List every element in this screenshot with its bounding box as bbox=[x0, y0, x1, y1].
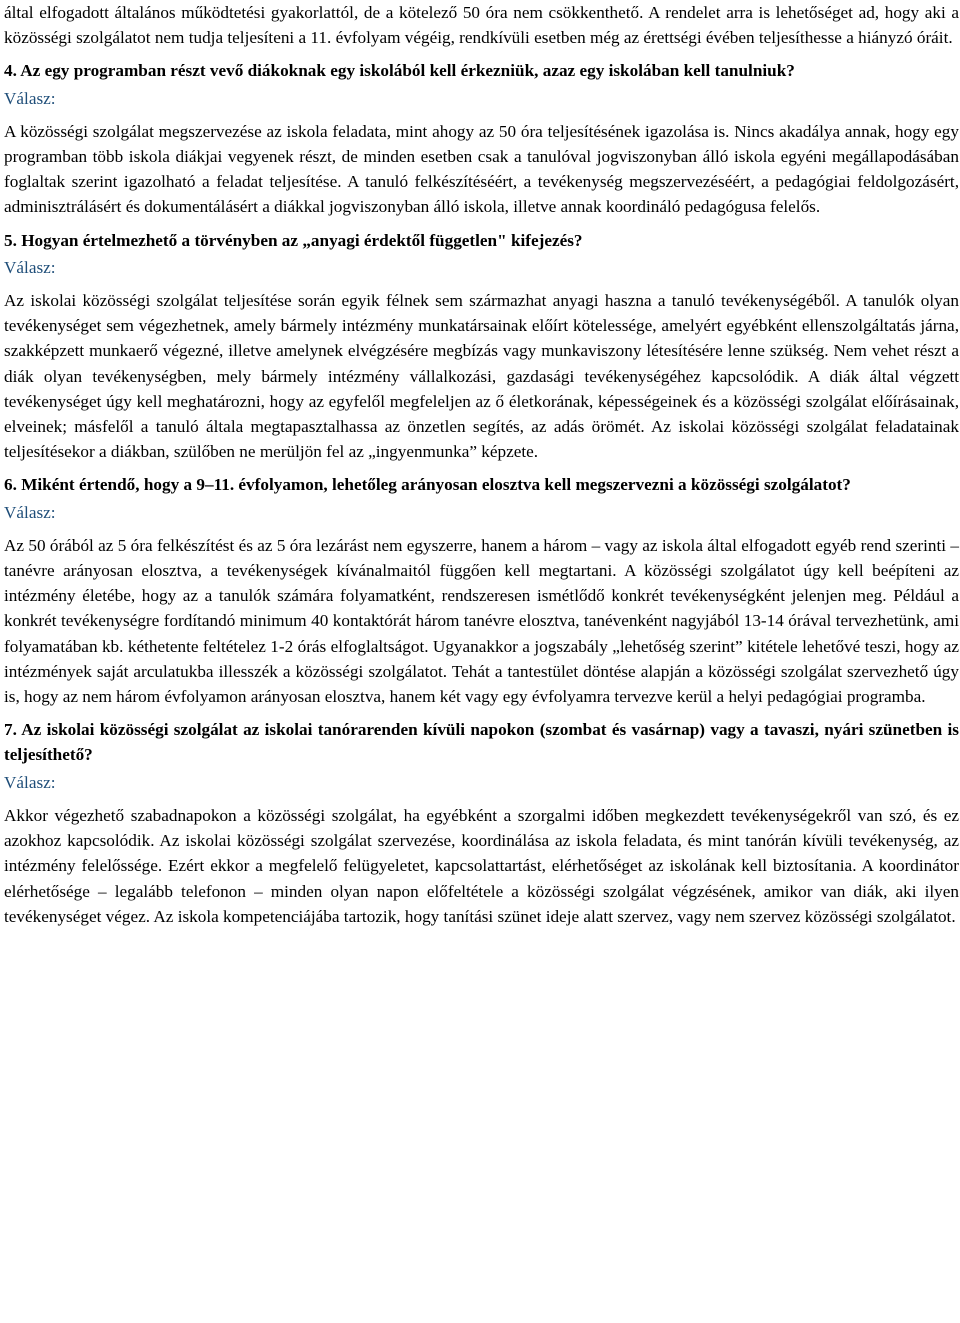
question-5: 5. Hogyan értelmezhető a törvényben az „anyagi érdektől független" kifejezés? bbox=[4, 230, 583, 250]
question-4: 4. Az egy programban részt vevő diákoknak egy iskolából kell érkezniük, azaz egy iskolában kell tanulniuk? bbox=[4, 61, 795, 81]
question-6: 6. Miként értendő, hogy a 9–11. évfolyamon, lehetőleg arányosan elosztva kell megszervezni a közösségi szolgálatot? bbox=[4, 475, 851, 495]
question-7: 7. Az iskolai közösségi szolgálat az iskolai tanórarenden kívüli napokon (szombat és vasárnap) vagy a tavaszi, nyári szünetben is teljesíthető? bbox=[4, 720, 959, 765]
answer-6: Az 50 órából az 5 óra felkészítést és az 5 óra lezárást nem egyszerre, hanem a három – vagy az iskola által elfogadott egyéb rend szerinti – tanévre arányosan elosztva, a tevékenységek kívánalmaitól függően kell megtartani. A közösségi szolgálatot úgy kell beépíteni az intézmény életébe, hogy az a tanulók számára folyamatként, rendszeresen ismétlődő konkrét tevékenységként jelenjen meg. Például a konkrét tevékenységre fordítandó minimum 40 kontaktórát három tanévre elosztva, tanévenként nagyjából 13-14 órával tervezhetünk, ami folyamatában kb. kéthetente feltételez 1-2 órás elfoglaltságot. Ugyanakkor a jogszabály „lehetőség szerint” kitétele lehetővé teszi, hogy az intézmények saját arculatukba illesszék a közösségi szolgálatot. Tehát a tantestület döntése alapján a közösségi szolgálat szervezhető úgy is, hogy az nem három évfolyamon arányosan elosztva, hanem két vagy egy évfolyamra tervezve kerül a helyi pedagógiai programba. bbox=[4, 535, 959, 707]
answer-label-4: Válasz: bbox=[4, 88, 56, 108]
answer-5: Az iskolai közösségi szolgálat teljesítése során egyik félnek sem származhat anyagi haszna a tanuló tevékenységéből. A tanulók olyan tevékenységet sem végezhetnek, amely bármely intézmény munkatársainak előírt kötelessége, amelyért egyébként ellenszolgáltatás járna, szakképzett munkaerő végezné, illetve amelynek elvégzésére megbízás vagy munkaviszony létesítésére lenne szükség. Nem vehet részt a diák olyan tevékenységben, mely bármely intézmény vállalkozási, gazdasági tevékenységéhez kapcsolódik. A diák által végzett tevékenységet úgy kell meghatározni, hogy az egyfelől megfeleljen az ő életkorának, képességeinek és a közösségi szolgálat előírásainak, elveinek; másfelől a tanuló általa megtapasztalhassa az önzetlen segítés, az adás örömét. Az iskolai közösségi szolgálat feladatainak teljesítésekor a diákban, szülőben ne merüljön fel az „ingyenmunka” képzete. bbox=[4, 291, 959, 462]
answer-label-6: Válasz: bbox=[4, 502, 56, 522]
answer-label-7: Válasz: bbox=[4, 772, 56, 792]
intro-paragraph: által elfogadott általános működtetési gyakorlattól, de a kötelező 50 óra nem csökkenthető. A rendelet arra is lehetőséget ad, hogy aki a közösségi szolgálatot nem tudja teljesíteni a 11. évfolyam végéig, rendkívüli esetben még az érettségi évében teljesíthesse a hiányzó óráit. bbox=[4, 3, 959, 48]
answer-7: Akkor végezhető szabadnapokon a közösségi szolgálat, ha egyébként a szorgalmi időben megkezdett tevékenységekről van szó, és ez azokhoz kapcsolódik. Az iskolai közösségi szolgálat szervezése, koordinálása az iskola feladata, és mint tanórán kívüli tevékenység, az intézmény felelőssége. Ezért ekkor a megfelelő felügyeletet, kapcsolattartást, elérhetőséget az iskolának kell biztosítania. A koordinátor elérhetősége – legalább telefonon – minden olyan napon előfeltétele a közösségi szolgálat végzésének, amikor van diák, aki ilyen tevékenységet végez. Az iskola kompetenciájába tartozik, hogy tanítási szünet ideje alatt szervez, vagy nem szervez közösségi szolgálatot. bbox=[4, 805, 959, 926]
document-page bbox=[4, 0, 959, 929]
answer-4: A közösségi szolgálat megszervezése az iskola feladata, mint ahogy az 50 óra teljesítésének igazolása is. Nincs akadálya annak, hogy egy programban több iskola diákjai vegyenek részt, de minden esetben csak a tanulóval jogviszonyban álló iskola egyéni megállapodásában foglaltak szerint igazolható a feladat teljesítése. A tanuló felkészítéséért, a tevékenység megszervezéséért, a pedagógiai feldolgozásért, adminisztrálásért és dokumentálásért a diákkal jogviszonyban álló iskola, illetve annak koordináló pedagógusa felelős. bbox=[4, 121, 959, 217]
answer-label-5: Válasz: bbox=[4, 257, 56, 277]
